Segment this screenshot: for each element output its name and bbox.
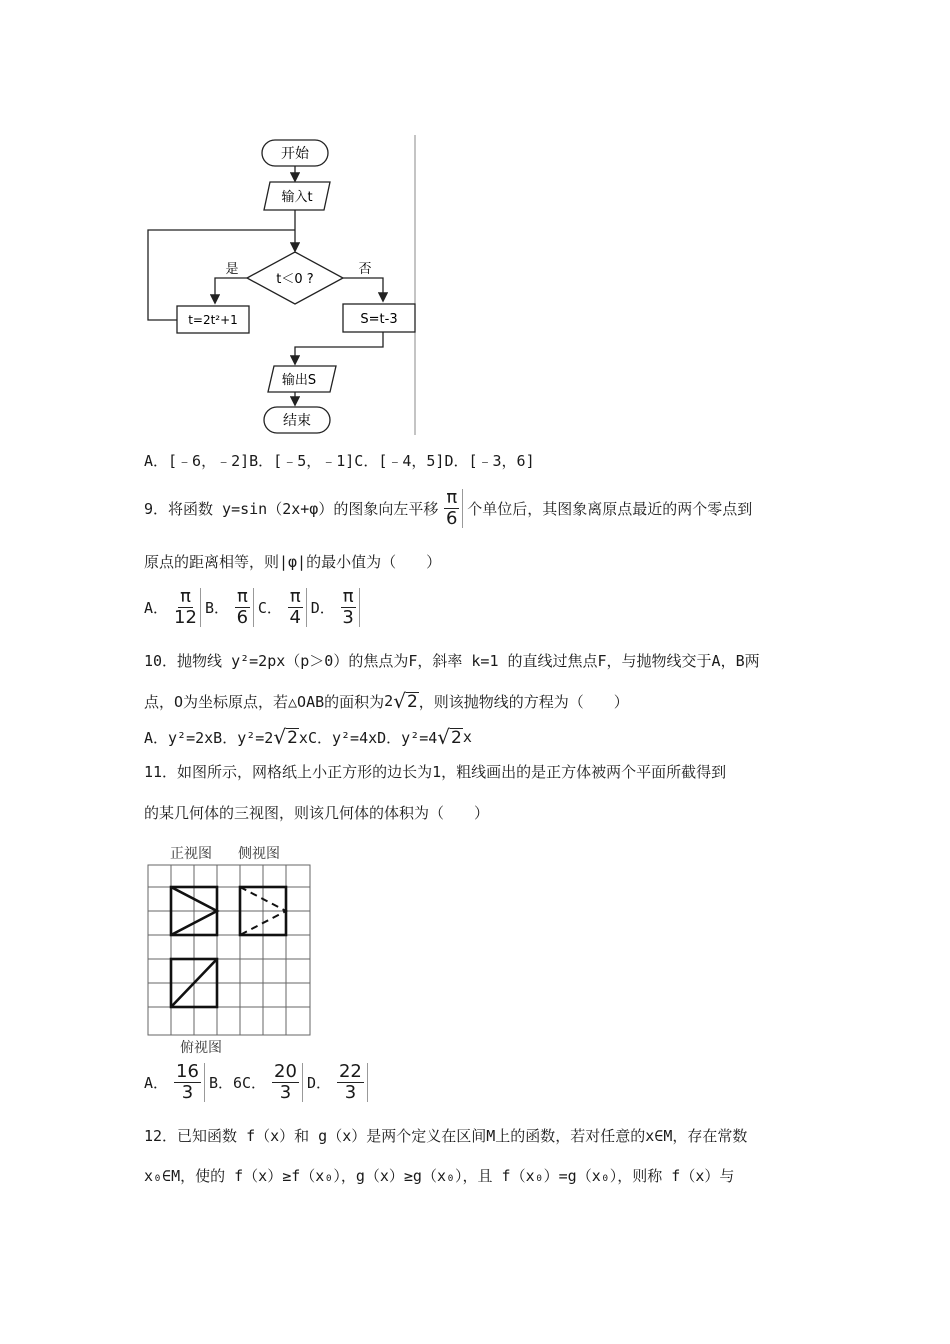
q11-option-bc: B．6C． [208, 1073, 267, 1092]
q9-c-fraction: $\frac{\pi}{4}$ [286, 588, 307, 627]
q11-d-fraction: $\frac{22}{3}$ [335, 1063, 368, 1102]
q10-options: A．y²=2xB．y²=2 √ 2 xC．y²=4xD．y²=4 √ 2 x [144, 725, 472, 749]
yes-label: 是 [225, 262, 239, 277]
q9-line1 [144, 488, 752, 528]
q11-line2: 的某几何体的三视图，则该几何体的体积为（ ） [144, 804, 490, 822]
q9-b-fraction: $\frac{\pi}{6}$ [233, 588, 254, 627]
top-view-label: 俯视图 [180, 1040, 222, 1056]
end-label: 结束 [283, 413, 311, 429]
start-label: 开始 [281, 146, 309, 162]
input-label: 输入t [281, 190, 313, 205]
decision-label: t＜0 ? [276, 272, 314, 287]
q9-options [144, 586, 364, 628]
no-process-label: S=t-3 [360, 312, 398, 327]
q10-area-sqrt: √ 2 [393, 689, 418, 713]
q9-shift-fraction: $\frac{\pi}{6}$ [442, 489, 463, 528]
q11-options [144, 1060, 372, 1104]
side-view-label: 侧视图 [238, 846, 280, 862]
front-view-label: 正视图 [170, 846, 212, 862]
q9-line1-pre: 9．将函数 y=sin（2x+φ）的图象向左平移 [144, 499, 439, 518]
q10-d-sqrt: √ 2 [437, 725, 462, 749]
q11-option-a: A． [144, 1073, 169, 1092]
q9-d-fraction: $\frac{\pi}{3}$ [339, 588, 360, 627]
q9-line2: 原点的距离相等，则|φ|的最小值为（ ） [144, 553, 442, 571]
q9-a-fraction: $\frac{\pi}{12}$ [172, 588, 201, 627]
q11-c-fraction: $\frac{20}{3}$ [270, 1063, 303, 1102]
q9-option-d: D． [310, 598, 335, 617]
q8-options: A．[﹣6，﹣2]B．[﹣5，﹣1]C．[﹣4，5]D．[﹣3，6] [144, 452, 535, 470]
output-label: 输出S [281, 373, 317, 388]
q10-line1: 10．抛物线 y²=2px（p＞0）的焦点为F，斜率 k=1 的直线过焦点F，与抛物线交于A，B两 [144, 652, 760, 670]
q12-line2: x₀∈M，使的 f（x）≥f（x₀），g（x）≥g（x₀），且 f（x₀）=g（x₀），则称 f（x）与 [144, 1167, 735, 1185]
q11-option-d: D． [306, 1073, 331, 1092]
yes-process-label: t=2t²+1 [188, 313, 238, 327]
q9-option-a: A． [144, 598, 169, 617]
q9-line1-post: 个单位后，其图象离原点最近的两个零点到 [467, 499, 753, 518]
q11-line1: 11．如图所示，网格纸上小正方形的边长为1，粗线画出的是正方体被两个平面所截得到 [144, 763, 727, 781]
q12-line1: 12．已知函数 f（x）和 g（x）是两个定义在区间M上的函数，若对任意的x∈M，存在常数 [144, 1127, 748, 1145]
q9-option-b: B． [204, 598, 229, 617]
q10-b-sqrt: √ 2 [273, 725, 298, 749]
q11-a-fraction: $\frac{16}{3}$ [172, 1063, 205, 1102]
q9-option-c: C． [257, 598, 282, 617]
flowchart [140, 130, 430, 440]
three-view-figure [140, 840, 320, 1060]
q10-area-coefficient: 2 [384, 692, 394, 710]
no-label: 否 [358, 262, 372, 277]
q10-line2: 点，O为坐标原点，若△OAB的面积为 2 √ 2 ，则该抛物线的方程为（ ） [144, 689, 629, 713]
